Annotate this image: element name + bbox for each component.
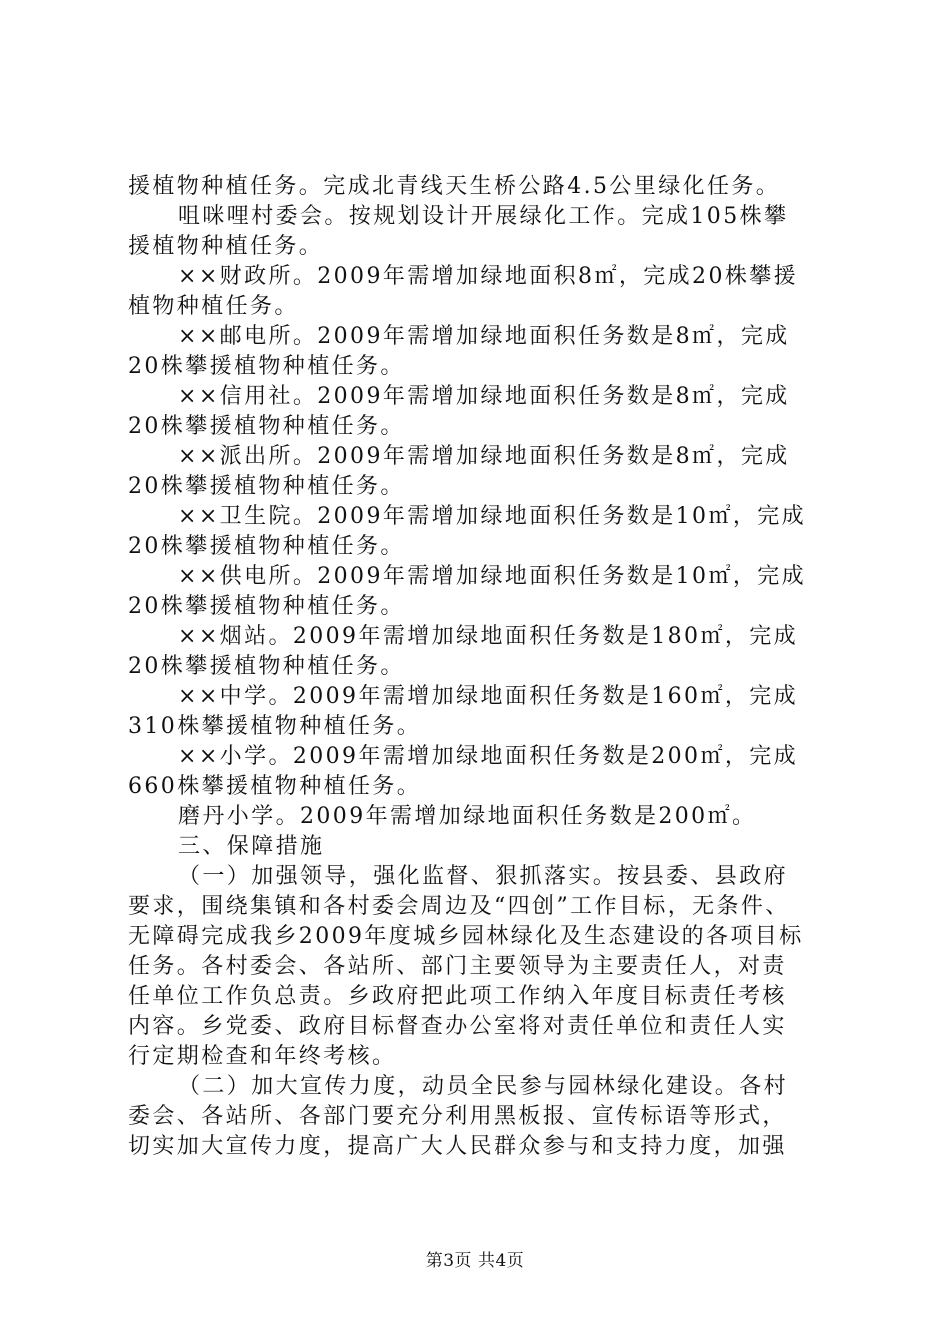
text-line: 三、保障措施 [178,834,325,859]
text-line: ××供电所。2009年需增加绿地面积任务数是10㎡，完成 [178,564,807,589]
text-line: 内容。乡党委、政府目标督查办公室将对责任单位和责任人实 [128,1014,787,1039]
text-line: 咀咪哩村委会。按规划设计开展绿化工作。完成105株攀 [178,204,789,229]
document-body [128,172,838,1162]
page-footer: 第3页 共4页 [425,1251,525,1271]
text-line: ××财政所。2009年需增加绿地面积8㎡，完成20株攀援 [178,264,799,289]
text-line: 20株攀援植物种植任务。 [128,474,405,499]
text-line: （一）加强领导，强化监督、狠抓落实。按县委、县政府 [178,864,789,889]
text-line: ××小学。2009年需增加绿地面积任务数是200㎡，完成 [178,744,799,769]
text-line: 要求，围绕集镇和各村委会周边及“四创”工作目标，无条件、 [128,894,790,919]
text-line: 行定期检查和年终考核。 [128,1044,397,1069]
text-line: 任务。各村委会、各站所、部门主要领导为主要责任人，对责 [128,954,787,979]
text-line: 310株攀援植物种植任务。 [128,714,422,739]
text-line: 20株攀援植物种植任务。 [128,594,405,619]
text-line: 20株攀援植物种植任务。 [128,354,405,379]
text-line: 660株攀援植物种植任务。 [128,774,422,799]
text-line: （二）加大宣传力度，动员全民参与园林绿化建设。各村 [178,1074,789,1099]
text-line: 援植物种植任务。 [128,234,324,259]
text-line: 20株攀援植物种植任务。 [128,414,405,439]
text-line: ××中学。2009年需增加绿地面积任务数是160㎡，完成 [178,684,799,709]
text-line: ××邮电所。2009年需增加绿地面积任务数是8㎡，完成 [178,324,790,349]
text-line: 切实加大宣传力度，提高广大人民群众参与和支持力度，加强 [128,1134,787,1159]
text-line: 无障碍完成我乡2009年度城乡园林绿化及生态建设的各项目标 [128,924,804,949]
text-line: ××烟站。2009年需增加绿地面积任务数是180㎡，完成 [178,624,799,649]
text-line: 植物种植任务。 [128,294,299,319]
text-line: ××派出所。2009年需增加绿地面积任务数是8㎡，完成 [178,444,790,469]
text-line: 援植物种植任务。完成北青线天生桥公路4.5公里绿化任务。 [128,174,781,199]
text-line: 20株攀援植物种植任务。 [128,534,405,559]
text-line: 磨丹小学。2009年需增加绿地面积任务数是200㎡。 [178,804,757,829]
text-line: 20株攀援植物种植任务。 [128,654,405,679]
text-line: 委会、各站所、各部门要充分利用黑板报、宣传标语等形式， [128,1104,787,1129]
text-line: ××信用社。2009年需增加绿地面积任务数是8㎡，完成 [178,384,790,409]
text-line: ××卫生院。2009年需增加绿地面积任务数是10㎡，完成 [178,504,807,529]
text-line: 任单位工作负总责。乡政府把此项工作纳入年度目标责任考核 [128,984,787,1009]
